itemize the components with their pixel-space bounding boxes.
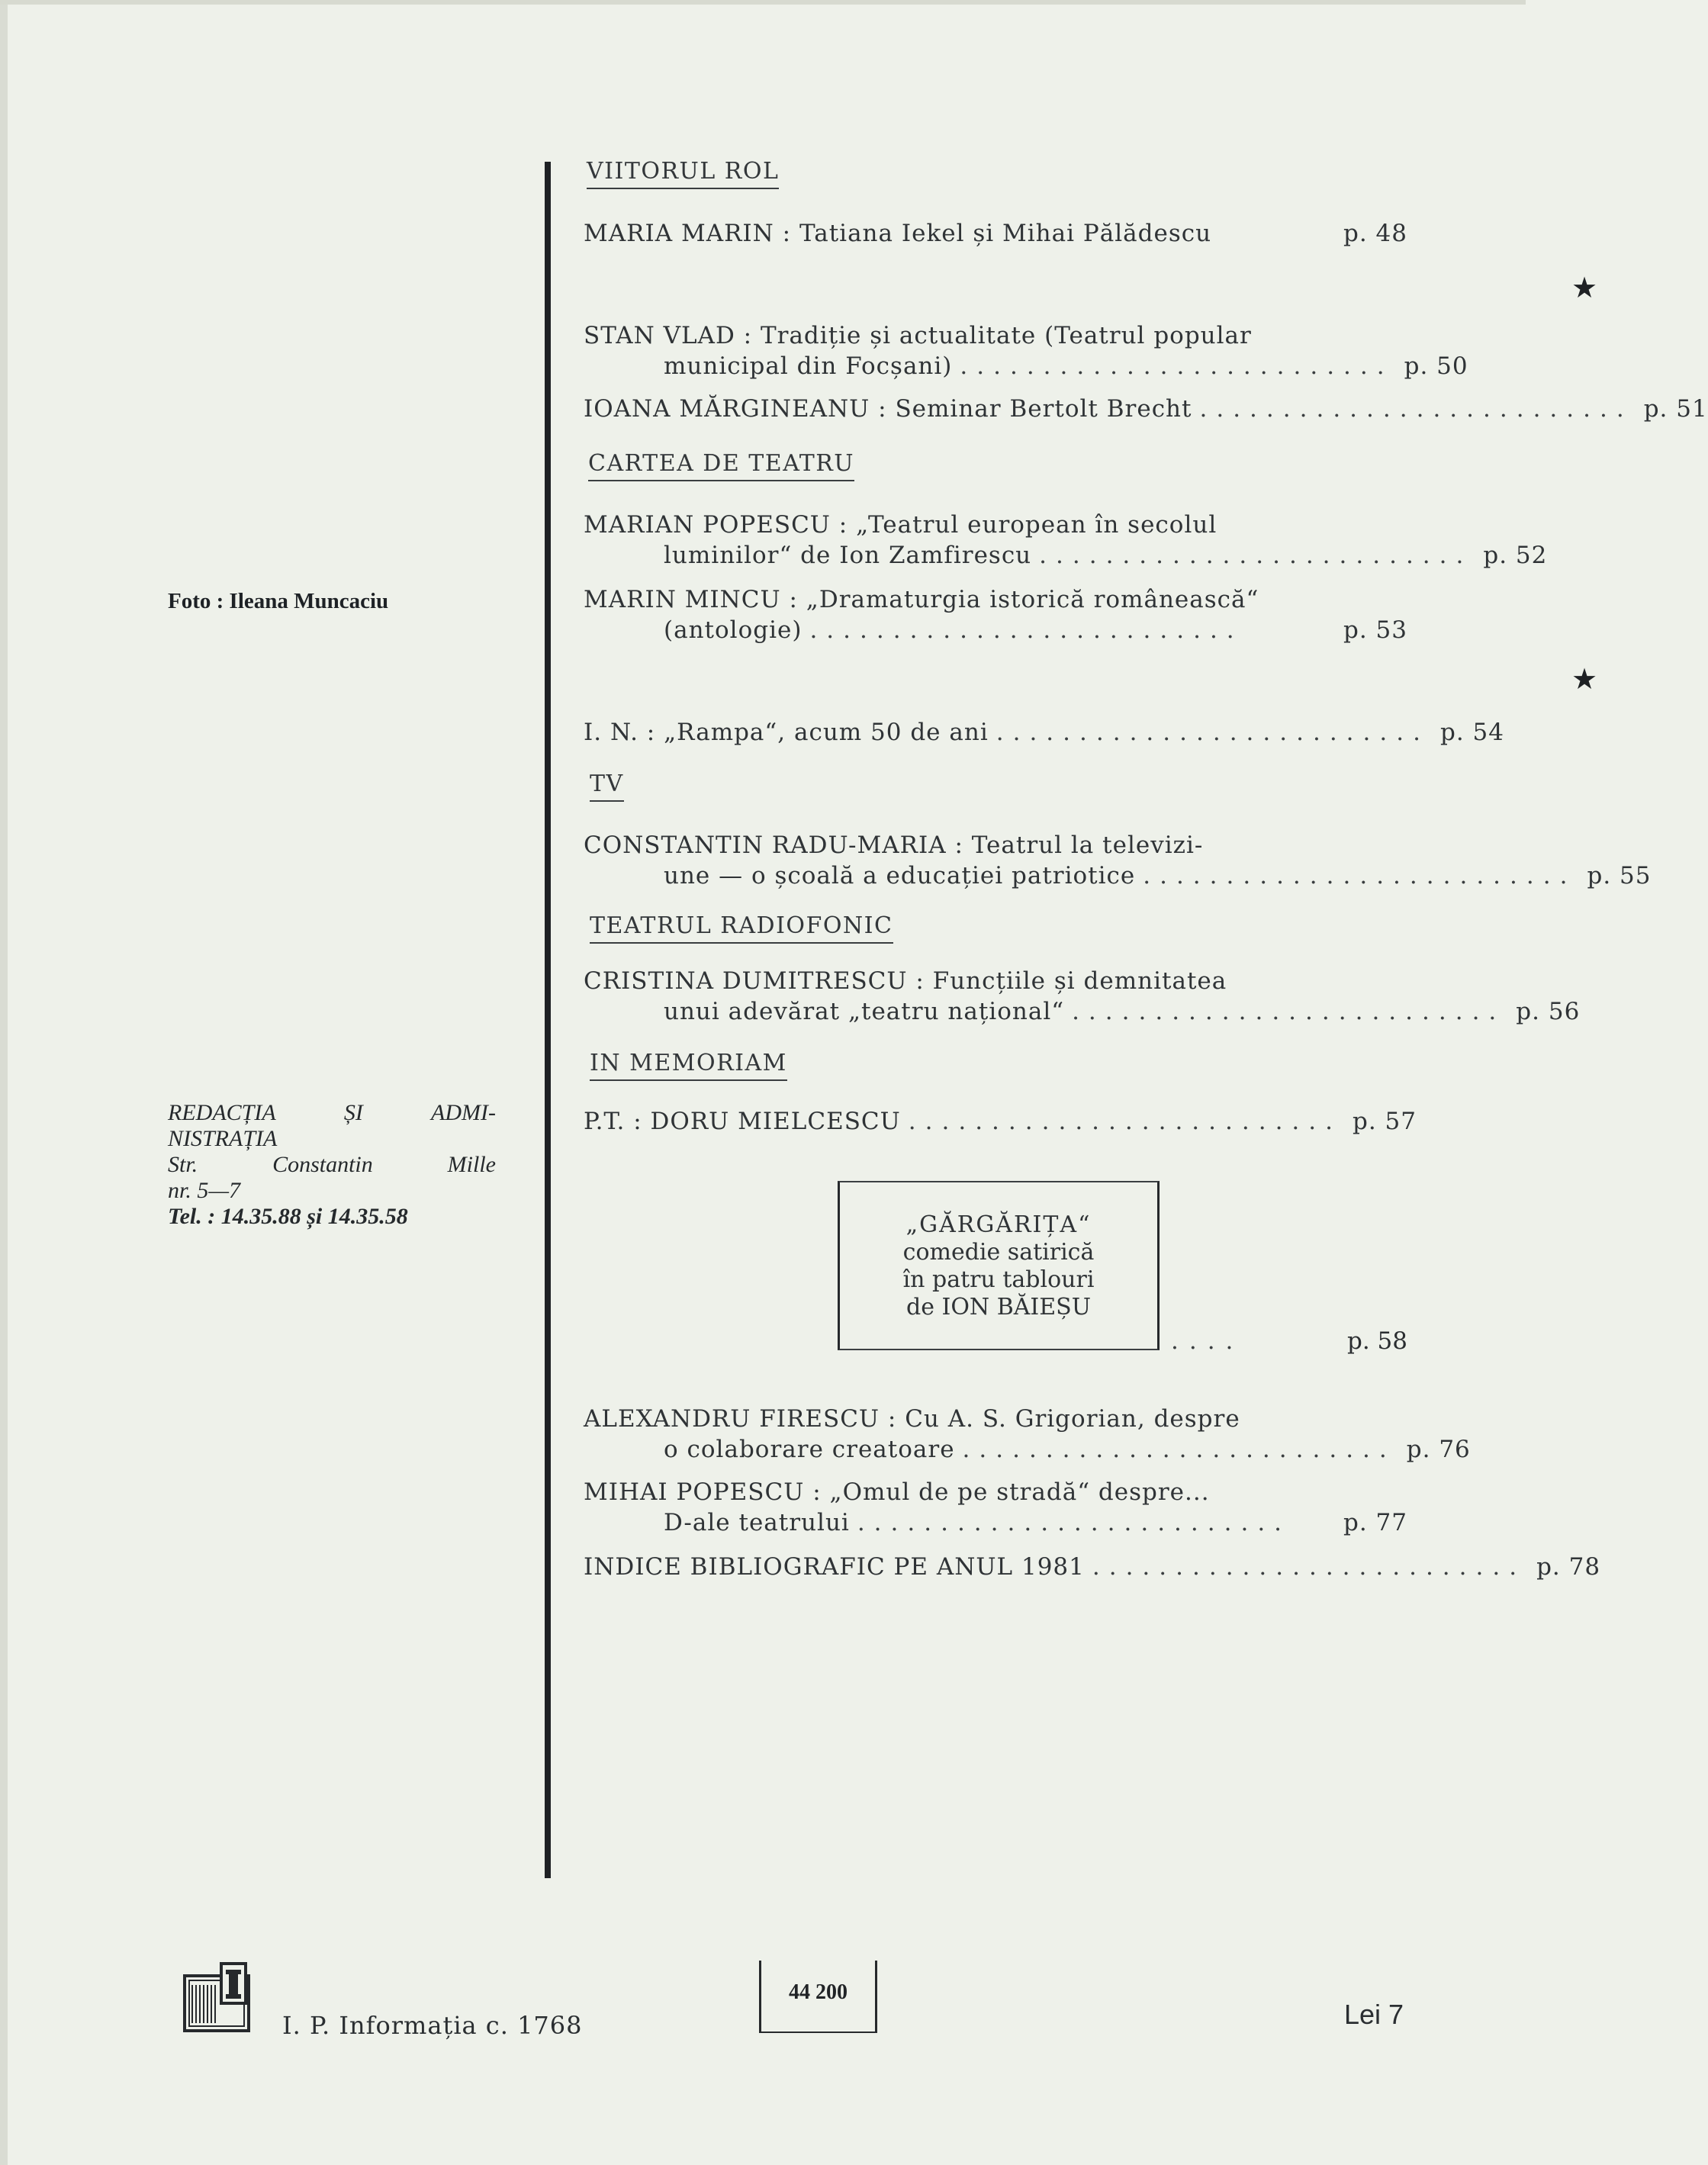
editorial-address [168,1100,526,1230]
section-teatrul-radiofonic: TEATRUL RADIOFONIC [590,912,893,944]
play-genre: comedie satirică [902,1239,1095,1266]
toc-entry[interactable]: MARIN MINCU : „Dramaturgia istorică românească“ (antologie) .......................... p. 53 [584,586,1407,644]
printing-house-logo [183,1962,250,2032]
printer-imprint: I. P. Informația c. 1768 [282,2011,583,2040]
catalog-code: 44 200 [759,1961,877,2033]
star-separator: ★ [1571,271,1598,304]
photo-credit: Foto : Ileana Muncaciu [168,589,389,613]
price-label: Lei 7 [1344,1999,1404,2030]
toc-entry[interactable]: ALEXANDRU FIRESCU : Cu A. S. Grigorian, despre o colaborare creatoare .......................... p. 76 [584,1405,1471,1463]
editorial-line-4: nr. 5—7 [168,1178,241,1203]
page-edge-top [0,0,1526,5]
play-author: de ION BĂIEȘU [905,1294,1092,1321]
featured-play-page: .... p. 58 [1171,1327,1407,1355]
section-in-memoriam: IN MEMORIAM [590,1050,787,1081]
toc-entry[interactable]: MIHAI POPESCU : „Omul de pe stradă“ despre... D-ale teatrului .......................... p. 77 [584,1478,1407,1536]
play-title: „GĂRGĂRIȚA“ [905,1211,1092,1238]
editorial-line-2: NISTRAȚIA [168,1126,278,1151]
section-viitorul-rol: VIITORUL ROL [587,158,779,189]
page-edge [0,0,8,2165]
toc-entry[interactable]: P.T. : DORU MIELCESCU .......................... p. 57 [584,1108,1417,1135]
toc-entry[interactable]: MARIAN POPESCU : „Teatrul european în secolul luminilor“ de Ion Zamfirescu .......................... p. 52 [584,511,1548,569]
section-cartea-de-teatru: CARTEA DE TEATRU [588,450,854,481]
editorial-phone: Tel. : 14.35.88 și 14.35.58 [168,1204,408,1229]
editorial-line-1: REDACȚIA ȘI ADMI- [168,1100,496,1125]
toc-entry[interactable]: IOANA MĂRGINEANU : Seminar Bertolt Brecht .......................... p. 51 [584,395,1708,423]
toc-entry[interactable]: MARIA MARIN : Tatiana Iekel și Mihai Pălădescu p. 48 [584,220,1407,247]
toc-entry[interactable]: CRISTINA DUMITRESCU : Funcțiile și demnitatea unui adevărat „teatru național“ .......................... p. 56 [584,967,1581,1025]
toc-entry[interactable]: I. N. : „Rampa“, acum 50 de ani .......................... p. 54 [584,719,1504,746]
play-structure: în patru tablouri [902,1266,1095,1293]
section-tv: TV [590,770,624,802]
toc-entry[interactable]: STAN VLAD : Tradiție și actualitate (Teatrul popular municipal din Focșani) .......................... p. 50 [584,322,1468,380]
star-separator: ★ [1571,662,1598,696]
toc-entry[interactable]: INDICE BIBLIOGRAFIC PE ANUL 1981 .......................... p. 78 [584,1553,1601,1581]
toc-entry[interactable]: CONSTANTIN RADU-MARIA : Teatrul la televizi- une — o școală a educației patriotice .......................... p. 55 [584,832,1652,889]
editorial-line-3: Str. Constantin Mille [168,1152,496,1177]
featured-play-box[interactable] [838,1181,1160,1350]
vertical-divider [545,162,551,1878]
